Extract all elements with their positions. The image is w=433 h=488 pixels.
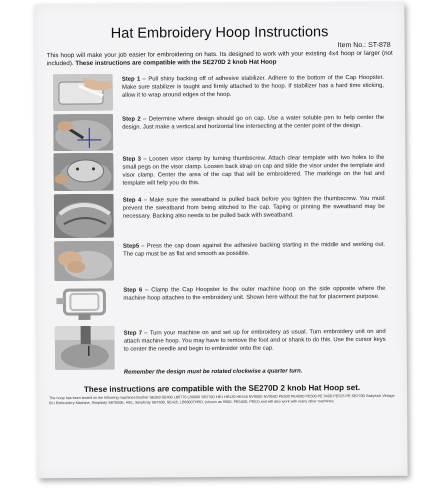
rotation-reminder: Remember the design must be rotated clockwise a quarter turn. (123, 368, 303, 376)
page-title: Hat Embroidery Hoop Instructions (110, 24, 329, 42)
step-6 (123, 285, 385, 303)
step-4-label: Step 4 (122, 197, 142, 204)
step-5-label: Step5 (123, 243, 140, 250)
intro-text: This hoop will make your job easier for embroidering on hats. Its designed to work with your existing 4x4 hoop or larger (not included). (46, 49, 393, 68)
step-2 (122, 114, 384, 132)
compatibility-footer: These instructions are compatible with the SE270D 2 knob Hat Hoop set. (83, 383, 361, 394)
step-1-label: Step 1 (121, 76, 141, 83)
step-6-text: – Clamp the Cap Hoopster to the outer machine hoop on the side opposite where the machine hoop attaches to the embroidery unit. Shown here without the hat for placement purpose. (123, 285, 386, 302)
step-3-text: – Loosen visor clamp by turning thumbscrew. Attach clear template with two holes to the small pegs on the visor clamp. Loosen back strap on cap and slide the visor under the template and visor clamp. Center the area of the cap that will be embroidered. The markings on the hat and template will help you do this. (122, 154, 385, 187)
step-1-photo (53, 74, 113, 111)
step-3-label: Step 3 (122, 156, 141, 163)
step-3 (122, 154, 384, 188)
step-7-photo (55, 326, 115, 370)
step-4-photo (54, 194, 114, 238)
intro-paragraph (47, 50, 393, 69)
step-7-label: Step 7 (123, 330, 143, 337)
step-5-text: – Press the cap down against the adhesive backing starting in the middle and working out. The cap must be as flat and smooth as possible. (123, 241, 386, 258)
instruction-sheet (34, 2, 407, 479)
step-5-photo (54, 241, 114, 281)
step-7 (124, 328, 386, 354)
intro-compat-note: These instructions are compatible with the SE270D 2 knob Hat Hoop (75, 59, 277, 68)
step-6-label: Step 6 (123, 287, 143, 294)
step-4 (123, 195, 385, 221)
machine-compatibility-footnote: The hoop has been tested on the following machines Brother SE350 SE400 LB6770 LB6800 SE270D HE1 HE120 HE240 NV900D NV950D PE500 PE400D PE500 PE 540D PE525 PE SE270D Babylock Vintage BLI Embroidery Machine, Simplicity SB7050E, HE1, Simplicity SB7500, SE425, LB6800THRD, (shown as 990D, PE540D, PE52) and will also work with many other machines. (49, 393, 395, 406)
step-7-text: – Turn your machine on and set up for embroidery as usual. Turn embroidery unit on and attach machine hoop. You may have to remove the foot and or shank to do this. Use the cursor keys to center the needle and begin to embroider onto the cap. (123, 328, 386, 353)
step-1 (122, 74, 384, 100)
item-number: Item No.: ST-878 (337, 41, 391, 50)
step-3-photo (53, 153, 113, 191)
step-2-label: Step 2 (122, 116, 141, 123)
step-4-text: – Make sure the sweatband is pulled back before you tighten the thumbscrew. You must prevent the sweatband from being stitched to the cap. Taping or pinning the sweatband may be necessary. Backing also needs to be pulled back with sweatband. (122, 195, 385, 220)
step-2-photo (53, 114, 113, 151)
step-2-text: – Determine where design should go on cap. Use a water soluble pen to help center the design. Just make a vertical and horizontal line intersecting at the center point of the design. (122, 114, 385, 131)
step-6-photo (54, 284, 114, 324)
step-5 (123, 241, 385, 259)
step-1-text: – Pull shiny backing off of adhesive stabilizer. Adhere to the bottom of the Cap Hoopster. Make sure stabilizer is taught and firmly attached to the hoop. If stabilizer has a hard time sticking, allow it to wrap around edges of the hoop. (121, 74, 384, 99)
